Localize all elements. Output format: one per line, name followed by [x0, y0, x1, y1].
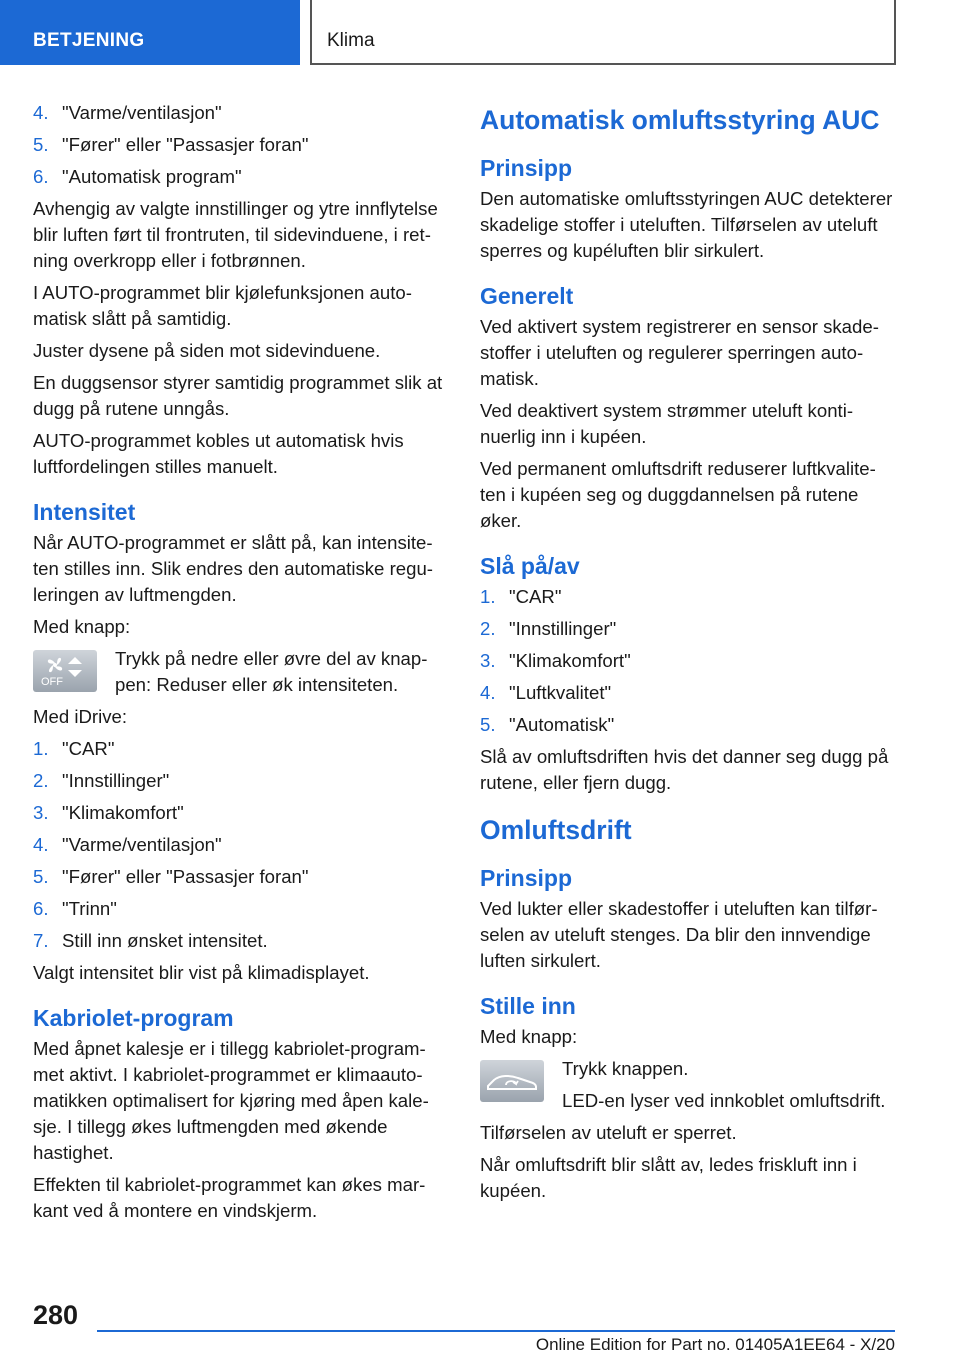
recirculation-button-icon — [480, 1060, 544, 1102]
paragraph: AUTO-programmet kobles ut automatisk hvis luftfordelingen stilles manuelt. — [33, 430, 404, 477]
list-item: 6. "Trinn" — [33, 898, 117, 919]
list-item: 3. "Klimakomfort" — [33, 802, 184, 823]
paragraph: En duggsensor styrer samtidig programmet slik at dugg på rutene unngås. — [33, 372, 443, 419]
heading-sla-pa-av: Slå på/av — [480, 553, 580, 579]
list-item: 4. "Varme/ventilasjon" — [33, 102, 222, 123]
paragraph: Ved lukter eller skadestoffer i uteluften kan tilførselen av uteluft stenges. Da blir den innvendige luften sirkulert. — [480, 898, 878, 971]
paragraph: Valgt intensitet blir vist på klimadisplayet. — [33, 962, 370, 983]
settings-list-2 — [33, 736, 448, 960]
chapter-tab — [310, 0, 896, 65]
paragraph: Med åpnet kalesje er i tillegg kabriolet-programmet aktivt. I kabriolet-programmet er klimaautomatikken optimalisert for kjøring med åpen kalesje. I tillegg økes luftmengden med økende hastighet. — [33, 1038, 429, 1163]
list-item: 2. "Innstillinger" — [33, 770, 170, 791]
right-column — [480, 100, 895, 1210]
chapter-title: Klima — [327, 30, 375, 51]
footer-divider — [97, 1330, 895, 1332]
page-number: 280 — [33, 1300, 79, 1330]
list-item: 3. "Klimakomfort" — [480, 650, 631, 671]
list-item: 1. "CAR" — [480, 586, 562, 607]
list-item: 4. "Varme/ventilasjon" — [33, 834, 222, 855]
paragraph: Med iDrive: — [33, 706, 128, 727]
paragraph: Tilførselen av uteluft er sperret. — [480, 1122, 737, 1143]
paragraph: Ved deaktivert system strømmer uteluft kontinuerlig inn i kupéen. — [480, 400, 854, 447]
section-title: BETJENING — [33, 30, 145, 51]
button-description: Trykk på nedre eller øvre del av knappen: Reduser eller øk intensiteten. — [115, 648, 428, 695]
list-item: 7. Still inn ønsket intensitet. — [33, 930, 268, 951]
paragraph: Effekten til kabriolet-programmet kan økes markant ved å montere en vindskjerm. — [33, 1174, 426, 1221]
paragraph: Ved permanent omluftsdrift reduserer luftkvaliteten i kupéen seg og duggdannelsen på rutene øker. — [480, 458, 876, 531]
heading-omluftsdrift: Omluftsdrift — [480, 815, 632, 845]
footer-edition: Online Edition for Part no. 01405A1EE64 - X/20 — [535, 1335, 895, 1354]
paragraph: Avhengig av valgte innstillinger og ytre innflytelse blir luften ført til frontruten, til sidevinduene, i retning overkropp eller i fotbrønnen. — [33, 198, 438, 271]
heading-prinsipp: Prinsipp — [480, 865, 573, 891]
paragraph: Med knapp: — [480, 1026, 578, 1047]
button-instruction — [480, 1056, 895, 1114]
button-description: Trykk knappen. LED-en lyser ved innkoblet omluftsdrift. — [562, 1058, 886, 1111]
list-item: 6. "Automatisk program" — [33, 166, 242, 187]
list-item: 5. "Fører" eller "Passasjer foran" — [33, 866, 309, 887]
heading-generelt: Generelt — [480, 283, 574, 309]
section-tab — [0, 0, 300, 65]
left-column — [33, 100, 448, 1230]
svg-text:OFF: OFF — [41, 676, 63, 688]
paragraph: Den automatiske omluftsstyringen AUC detekterer skadelige stoffer i uteluften. Tilførselen av uteluft sperres og kupéluften blir sirkulert. — [480, 188, 893, 261]
paragraph: Når AUTO-programmet er slått på, kan intensiteten stilles inn. Slik endres den automatiske reguleringen av luftmengden. — [33, 532, 433, 605]
list-item: 4. "Luftkvalitet" — [480, 682, 612, 703]
settings-list-auc — [480, 584, 895, 744]
list-item: 1. "CAR" — [33, 738, 115, 759]
heading-auc: Automatisk omluftsstyring AUC — [480, 105, 880, 135]
heading-stille-inn: Stille inn — [480, 993, 576, 1019]
list-item: 5. "Fører" eller "Passasjer foran" — [33, 134, 309, 155]
button-instruction — [33, 646, 448, 698]
list-item: 2. "Innstillinger" — [480, 618, 617, 639]
heading-kabriolet: Kabriolet-program — [33, 1005, 234, 1031]
fan-intensity-button-icon — [33, 650, 97, 692]
paragraph: Juster dysene på siden mot sidevinduene. — [33, 340, 381, 361]
settings-list-1 — [33, 100, 448, 196]
paragraph: Ved aktivert system registrerer en sensor skadestoffer i uteluften og regulerer sperringen automatisk. — [480, 316, 879, 389]
heading-prinsipp: Prinsipp — [480, 155, 573, 181]
heading-intensitet: Intensitet — [33, 499, 136, 525]
paragraph: I AUTO-programmet blir kjølefunksjonen automatisk slått på samtidig. — [33, 282, 412, 329]
list-item: 5. "Automatisk" — [480, 714, 615, 735]
paragraph: Med knapp: — [33, 616, 131, 637]
paragraph: Når omluftsdrift blir slått av, ledes friskluft inn i kupéen. — [480, 1154, 857, 1201]
paragraph: Slå av omluftsdriften hvis det danner seg dugg på rutene, eller fjern dugg. — [480, 746, 889, 793]
